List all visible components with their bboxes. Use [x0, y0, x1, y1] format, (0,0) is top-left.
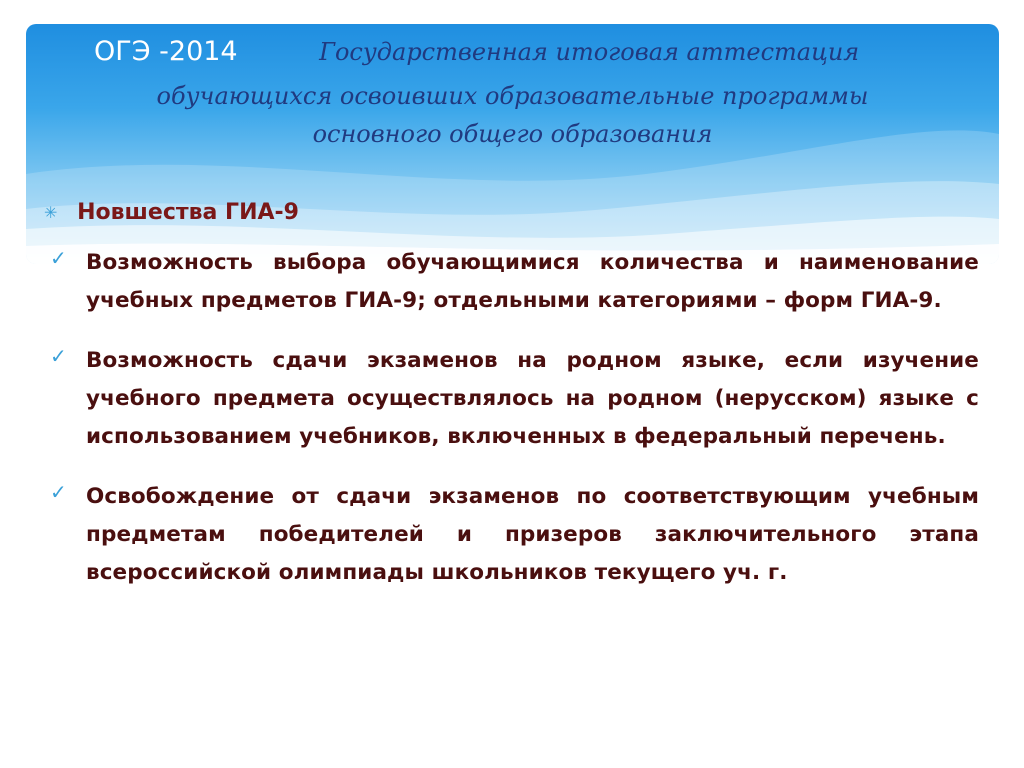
title-row-3 — [26, 114, 999, 157]
list-item-text: Возможность выбора обучающимися количества и наименование учебных предметов ГИА-9; отдельными категориями – форм ГИА-9. — [86, 250, 979, 313]
check-icon: ✓ — [50, 480, 67, 504]
check-icon: ✓ — [50, 344, 67, 368]
list-item — [44, 342, 979, 456]
exam-code: ОГЭ -2014 — [94, 36, 238, 67]
title-row-2 — [26, 76, 999, 119]
innovations-list — [44, 244, 979, 614]
title-line-2: обучающихся освоивших образовательные программы — [156, 82, 869, 110]
list-item — [44, 478, 979, 592]
list-item — [44, 244, 979, 320]
check-icon: ✓ — [50, 246, 67, 270]
list-item-text: Возможность сдачи экзаменов на родном языке, если изучение учебного предмета осуществлялось на родном (нерусском) языке с использованием учебников, включенных в федеральный перечень. — [86, 348, 979, 449]
star-bullet-icon: ✳ — [44, 203, 58, 222]
list-item-text: Освобождение от сдачи экзаменов по соответствующим учебным предметам победителей и призеров заключительного этапа всероссийской олимпиады школьников текущего уч. г. — [86, 484, 979, 585]
title-line-1: Государственная итоговая аттестация — [319, 38, 860, 66]
title-line-3: основного общего образования — [312, 120, 713, 148]
subheading — [44, 196, 299, 230]
subheading-text: Новшества ГИА-9 — [77, 200, 299, 225]
title-first-row — [74, 30, 994, 74]
